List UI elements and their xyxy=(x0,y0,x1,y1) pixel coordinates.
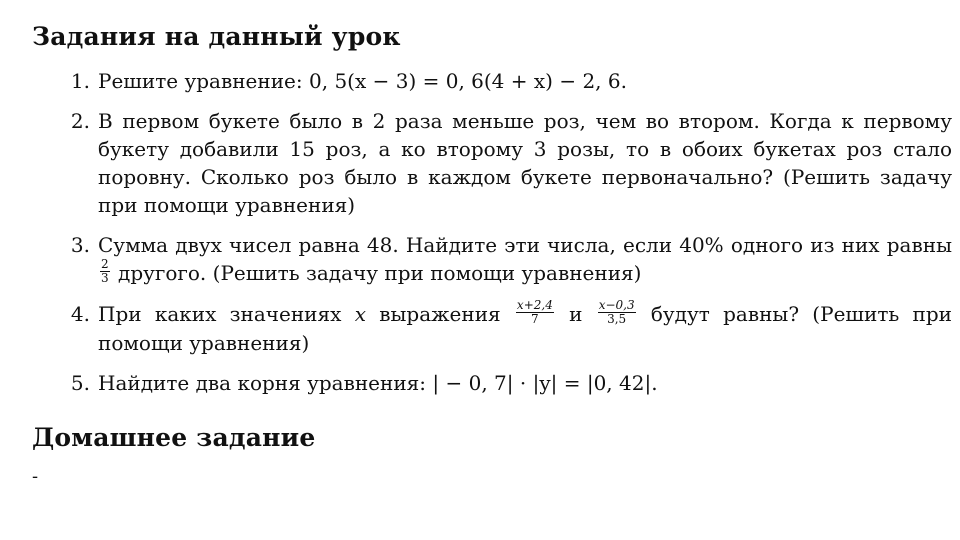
equation: | − 0, 7| · |y| = |0, 42|. xyxy=(432,371,658,395)
task-number: 1. xyxy=(70,69,90,93)
task-text-before: При каких значениях xyxy=(98,302,342,326)
fraction-numerator: x+2,4 xyxy=(516,298,553,312)
task-text xyxy=(98,369,952,397)
task-prefix: Решите уравнение: xyxy=(98,69,303,93)
task-text xyxy=(98,67,952,95)
homework-heading: Домашнее задание xyxy=(32,423,316,452)
task-number: 5. xyxy=(70,371,90,395)
task-prefix: Найдите два корня уравнения: xyxy=(98,371,427,395)
fraction-denominator: 3 xyxy=(101,271,109,285)
fraction-2 xyxy=(598,299,636,326)
fraction-numerator: 2 xyxy=(101,257,109,271)
conjunction: и xyxy=(569,302,583,326)
task-text-before: Сумма двух чисел равна 48. Найдите эти числа, если 40% одного из них равны xyxy=(98,233,952,257)
homework-text: - xyxy=(32,466,39,487)
fraction xyxy=(100,258,110,285)
lesson-heading: Задания на данный урок xyxy=(32,22,401,51)
task-text xyxy=(98,231,952,288)
task-text-after: другого. (Решить задачу при помощи уравнения) xyxy=(118,261,642,285)
variable-x: x xyxy=(354,302,366,326)
task-item-1 xyxy=(32,67,952,95)
task-number: 4. xyxy=(70,302,90,326)
task-text-mid: выражения xyxy=(379,302,501,326)
fraction-denominator: 7 xyxy=(531,312,539,326)
task-text: В первом букете было в 2 раза меньше роз, чем во втором. Когда к первому букету добавили 15 роз, а ко второму 3 розы, то в обоих букетах роз стало поровну. Сколько роз было в каждом букете первоначально? (Решить задачу при помощи уравнения) xyxy=(98,109,952,217)
equation: 0, 5(x − 3) = 0, 6(4 + x) − 2, 6. xyxy=(309,69,627,93)
fraction-1 xyxy=(516,299,554,326)
task-item-2 xyxy=(32,107,952,219)
task-text xyxy=(98,300,952,357)
task-list xyxy=(32,67,952,397)
task-item-3 xyxy=(32,231,952,288)
fraction-denominator: 3,5 xyxy=(607,312,627,326)
task-number: 3. xyxy=(70,233,90,257)
fraction-numerator: x−0,3 xyxy=(598,298,635,312)
task-item-4 xyxy=(32,300,952,357)
task-number: 2. xyxy=(70,109,90,133)
task-item-5 xyxy=(32,369,952,397)
task-text-after: будут равны? (Решить при помощи уравнения) xyxy=(98,302,953,355)
